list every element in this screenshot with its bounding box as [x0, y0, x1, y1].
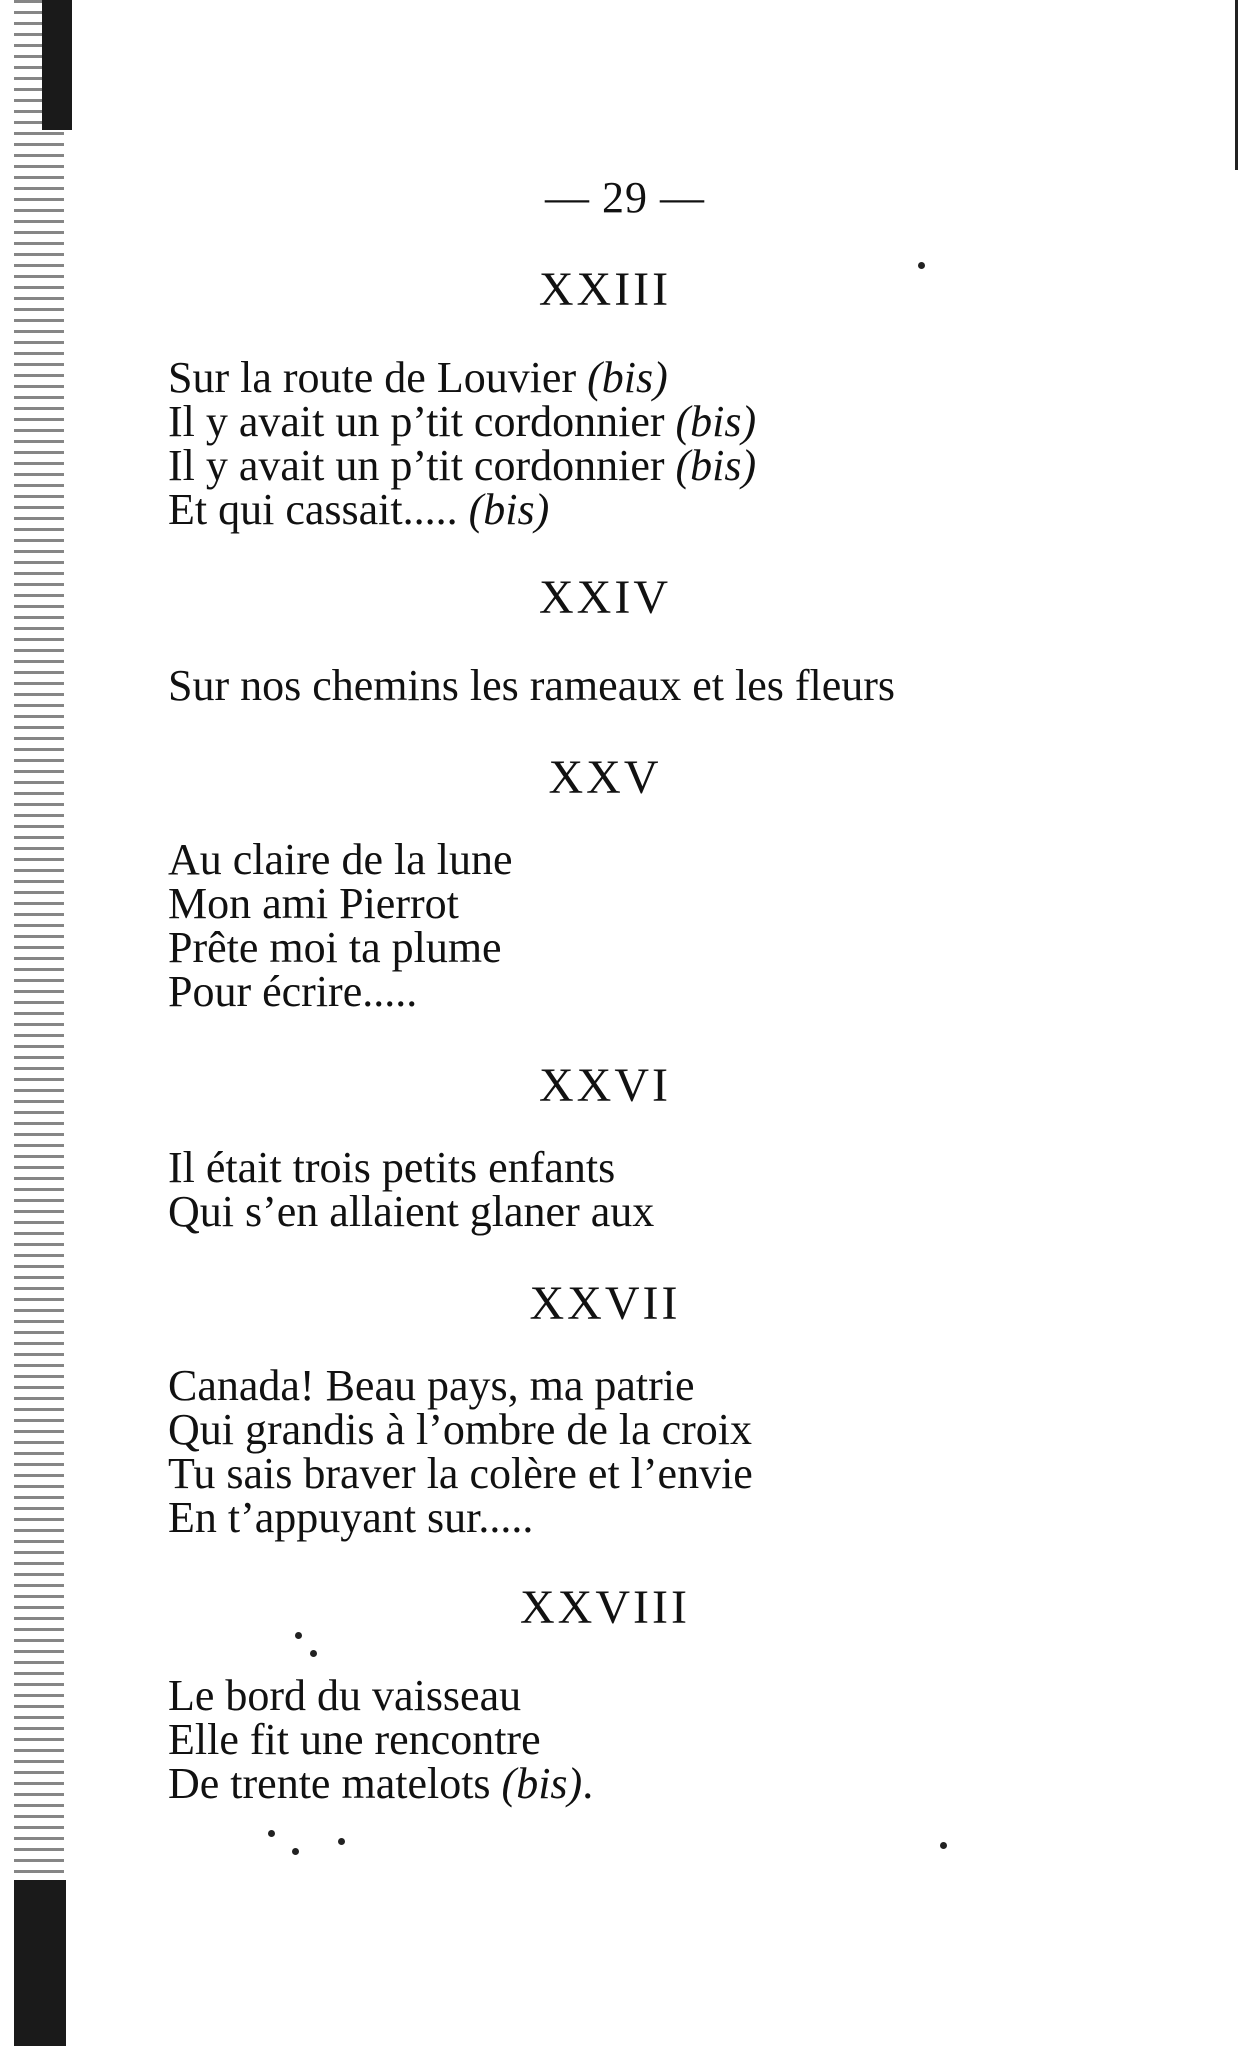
scan-speck — [338, 1838, 345, 1845]
verse-line: Le bord du vaisseau — [168, 1671, 522, 1720]
scan-speck — [292, 1848, 299, 1855]
stanza-xxviii — [168, 1671, 594, 1808]
verse-line: Canada! Beau pays, ma patrie — [168, 1361, 695, 1410]
section-heading-xxiv: XXIV — [539, 571, 671, 624]
scan-speck — [268, 1830, 275, 1837]
verse-line: Elle fit une rencontre — [168, 1715, 541, 1764]
section-heading-xxv: XXV — [548, 751, 662, 804]
verse-line: Sur la route de Louvier (bis) — [168, 353, 668, 402]
stanza-xxvi — [168, 1143, 655, 1236]
stanza-xxv — [168, 835, 513, 1016]
verse-line: Et qui cassait..... (bis) — [168, 485, 550, 534]
section-heading-xxiii: XXIII — [538, 263, 672, 316]
verse-line: Il y avait un p’tit cordonnier (bis) — [168, 441, 757, 490]
page-number: — 29 — — [545, 173, 705, 222]
verse-line: Qui s’en allaient glaner aux — [168, 1187, 655, 1236]
verse-line: Sur nos chemins les rameaux et les fleurs — [168, 661, 896, 710]
scan-speck — [940, 1842, 947, 1849]
section-heading-xxvii: XXVII — [529, 1277, 681, 1330]
verse-line: Au claire de la lune — [168, 835, 513, 884]
stanza-xxiii — [168, 353, 757, 534]
scan-speck — [918, 262, 925, 269]
stanza-xxvii — [168, 1361, 753, 1542]
scan-binding-shadow-bottom — [14, 1880, 66, 2046]
verse-line: Pour écrire..... — [168, 967, 418, 1016]
scan-speck — [310, 1650, 317, 1657]
scan-binding-shadow-top — [42, 0, 72, 130]
stanza-xxiv — [168, 661, 896, 710]
scan-speck — [295, 1632, 302, 1639]
verse-line: Prête moi ta plume — [168, 923, 502, 972]
verse-line: Mon ami Pierrot — [168, 879, 459, 928]
verse-line: Tu sais braver la colère et l’envie — [168, 1449, 753, 1498]
verse-line: De trente matelots (bis). — [168, 1759, 594, 1808]
verse-line: Il y avait un p’tit cordonnier (bis) — [168, 397, 757, 446]
section-heading-xxviii: XXVIII — [520, 1581, 690, 1634]
verse-line: Il était trois petits enfants — [168, 1143, 616, 1192]
verse-line: Qui grandis à l’ombre de la croix — [168, 1405, 753, 1454]
section-heading-xxvi: XXVI — [539, 1059, 671, 1112]
scan-margin-rule — [1235, 0, 1238, 170]
verse-line: En t’appuyant sur..... — [168, 1493, 534, 1542]
